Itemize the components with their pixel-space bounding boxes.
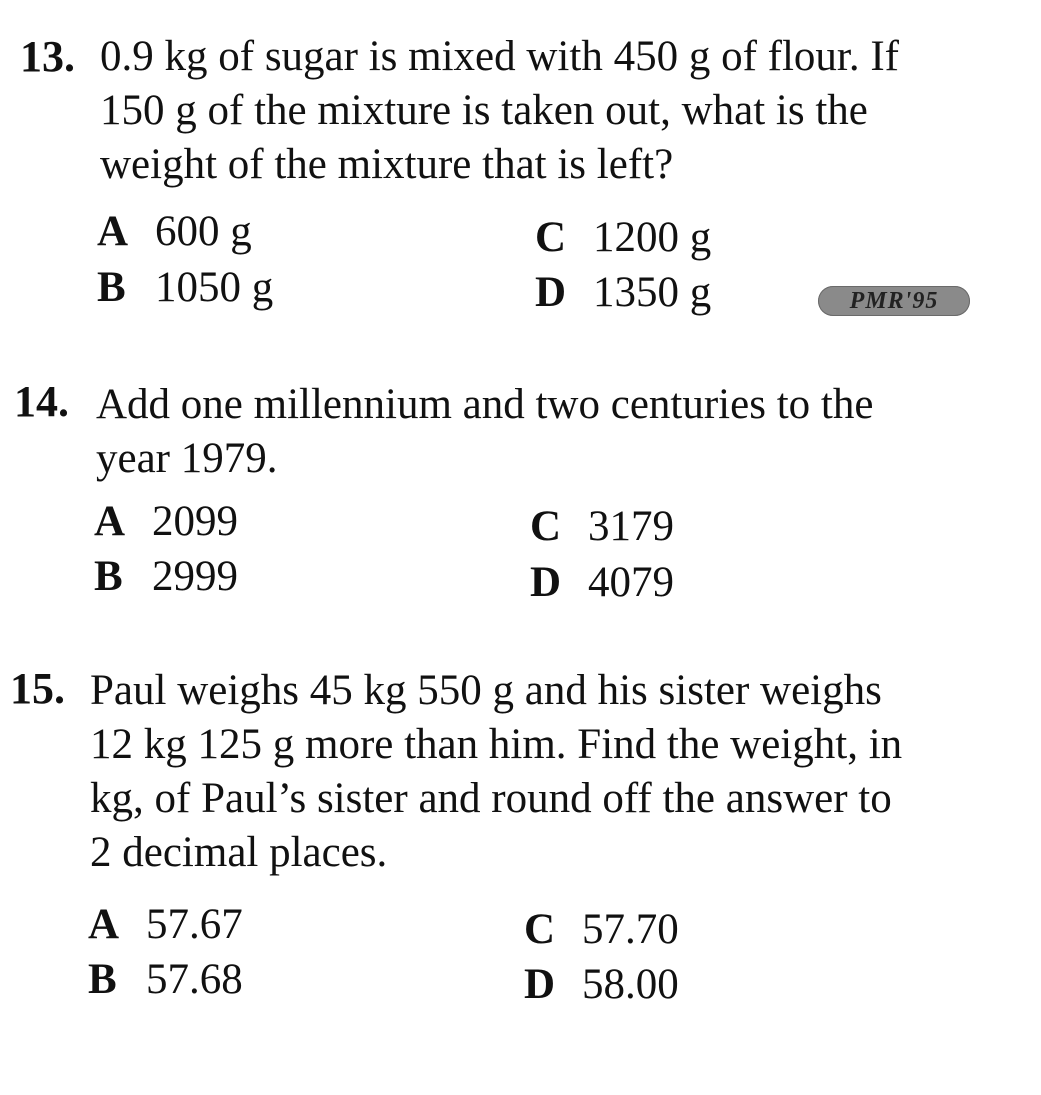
option-text: 57.68 xyxy=(146,956,243,1003)
option-d[interactable] xyxy=(524,958,679,1012)
option-a[interactable] xyxy=(97,205,252,259)
option-text: 4079 xyxy=(588,559,674,606)
option-d[interactable] xyxy=(535,266,711,320)
option-letter: D xyxy=(530,559,562,606)
option-letter: B xyxy=(88,956,117,1003)
option-letter: D xyxy=(524,961,556,1008)
option-text: 2999 xyxy=(152,553,238,600)
question-line: Paul weighs 45 kg 550 g and his sister weighs xyxy=(90,667,882,714)
option-text: 57.70 xyxy=(582,906,679,953)
question-number: 15. xyxy=(10,664,65,713)
option-letter: B xyxy=(97,264,126,311)
option-text: 3179 xyxy=(588,503,674,550)
option-letter: A xyxy=(97,208,129,255)
exam-source-badge xyxy=(818,286,970,316)
option-letter: A xyxy=(94,498,126,545)
question-line: 150 g of the mixture is taken out, what is the xyxy=(100,87,868,134)
question-line: kg, of Paul’s sister and round off the answer to xyxy=(90,775,892,822)
option-text: 57.67 xyxy=(146,901,243,948)
option-text: 600 g xyxy=(155,208,252,255)
question-line: weight of the mixture that is left? xyxy=(100,141,674,188)
question-text xyxy=(100,30,899,192)
option-letter: C xyxy=(535,214,567,261)
option-b[interactable] xyxy=(88,953,243,1007)
option-letter: D xyxy=(535,269,567,316)
option-letter: C xyxy=(524,906,556,953)
option-c[interactable] xyxy=(530,500,674,554)
option-d[interactable] xyxy=(530,556,674,610)
option-a[interactable] xyxy=(88,898,243,952)
option-letter: C xyxy=(530,503,562,550)
option-b[interactable] xyxy=(94,550,238,604)
option-text: 2099 xyxy=(152,498,238,545)
option-letter: A xyxy=(88,901,120,948)
question-text xyxy=(96,378,873,486)
option-c[interactable] xyxy=(524,903,679,957)
question-number: 13. xyxy=(20,32,75,81)
option-text: 1200 g xyxy=(593,214,712,261)
badge-label: PMR'95 xyxy=(849,287,939,314)
question-text xyxy=(90,664,902,880)
question-line: year 1979. xyxy=(96,435,278,482)
option-b[interactable] xyxy=(97,261,273,315)
option-text: 1350 g xyxy=(593,269,712,316)
option-c[interactable] xyxy=(535,211,711,265)
option-text: 58.00 xyxy=(582,961,679,1008)
question-line: Add one millennium and two centuries to the xyxy=(96,381,874,428)
question-line: 0.9 kg of sugar is mixed with 450 g of flour. If xyxy=(100,33,899,80)
option-letter: B xyxy=(94,553,123,600)
question-line: 2 decimal places. xyxy=(90,829,388,876)
question-line: 12 kg 125 g more than him. Find the weight, in xyxy=(90,721,903,768)
option-a[interactable] xyxy=(94,495,238,549)
option-text: 1050 g xyxy=(155,264,274,311)
question-number: 14. xyxy=(14,377,69,426)
